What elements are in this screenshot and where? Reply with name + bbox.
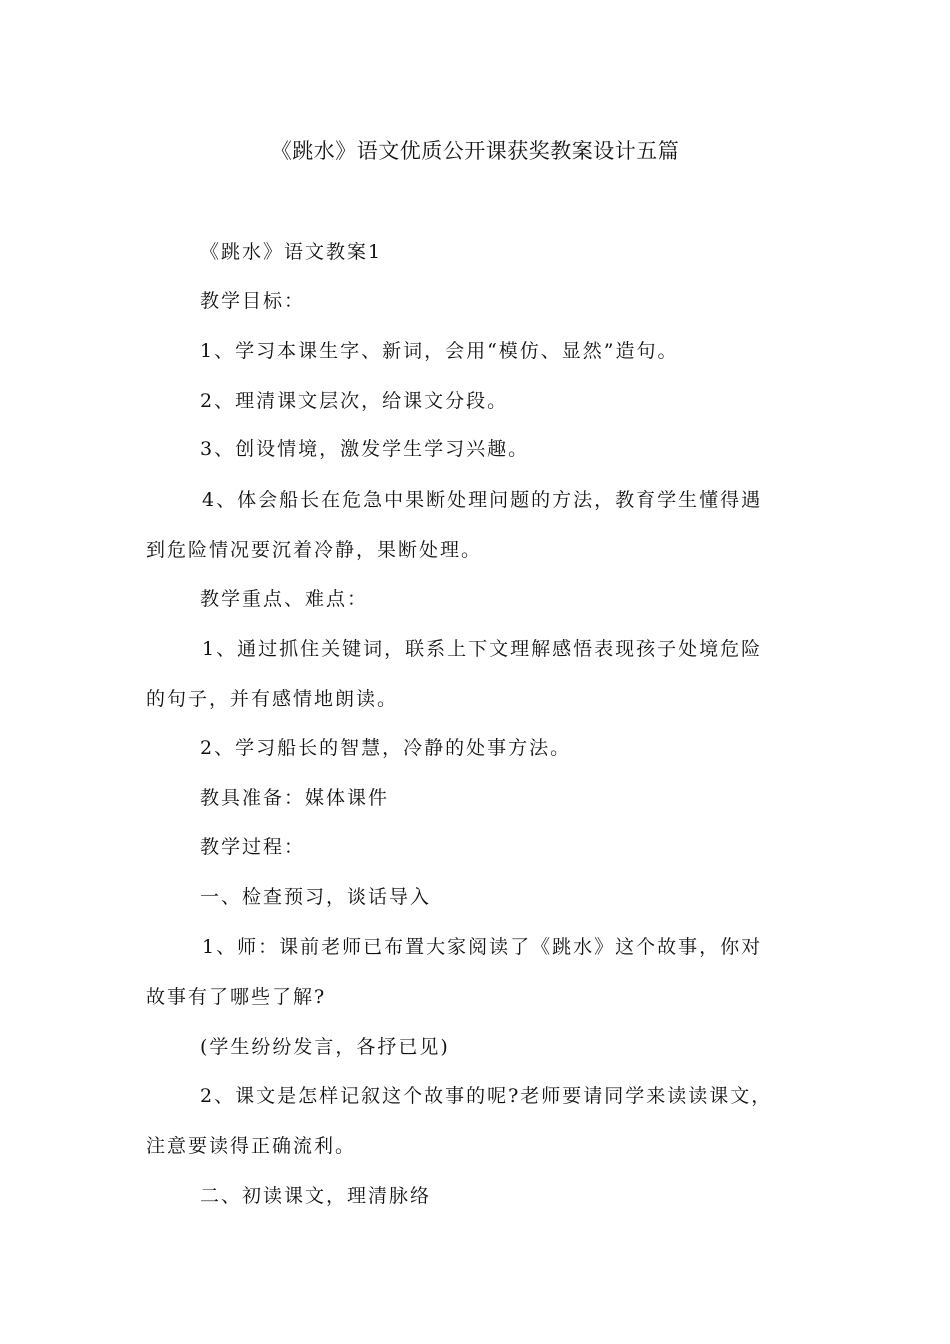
objective-4-line-1: 4、体会船长在危急中果断处理问题的方法，教育学生懂得遇 bbox=[202, 489, 763, 511]
objective-4-line-2: 到危险情况要沉着冷静，果断处理。 bbox=[146, 539, 483, 561]
objective-1: 1、学习本课生字、新词，会用“模仿、显然”造句。 bbox=[200, 340, 679, 362]
step-2-line-1: 2、课文是怎样记叙这个故事的呢?老师要请同学来读读课文， bbox=[200, 1085, 773, 1107]
step-1-line-2: 故事有了哪些了解? bbox=[146, 986, 327, 1008]
key-points-heading: 教学重点、难点： bbox=[200, 588, 369, 610]
step-1-line-1: 1、师：课前老师已布置大家阅读了《跳水》这个故事，你对 bbox=[202, 936, 763, 958]
teaching-aids: 教具准备：媒体课件 bbox=[200, 787, 390, 809]
student-response-note: (学生纷纷发言，各抒已见) bbox=[200, 1036, 450, 1058]
objective-2: 2、理清课文层次，给课文分段。 bbox=[200, 390, 509, 412]
process-heading: 教学过程： bbox=[200, 836, 306, 858]
lesson-heading: 《跳水》语文教案1 bbox=[200, 241, 383, 263]
section-2-heading: 二、初读课文，理清脉络 bbox=[200, 1185, 432, 1207]
key-point-1-line-2: 的句子，并有感情地朗读。 bbox=[146, 688, 399, 710]
section-1-heading: 一、检查预习，谈话导入 bbox=[200, 886, 432, 908]
objective-3: 3、创设情境，激发学生学习兴趣。 bbox=[200, 438, 530, 460]
key-point-1-line-1: 1、通过抓住关键词，联系上下文理解感悟表现孩子处境危险 bbox=[202, 638, 763, 660]
key-point-2: 2、学习船长的智慧，冷静的处事方法。 bbox=[200, 737, 572, 759]
step-2-line-2: 注意要读得正确流利。 bbox=[146, 1135, 357, 1157]
objectives-heading: 教学目标： bbox=[200, 290, 306, 312]
document-title: 《跳水》语文优质公开课获奖教案设计五篇 bbox=[270, 139, 680, 163]
